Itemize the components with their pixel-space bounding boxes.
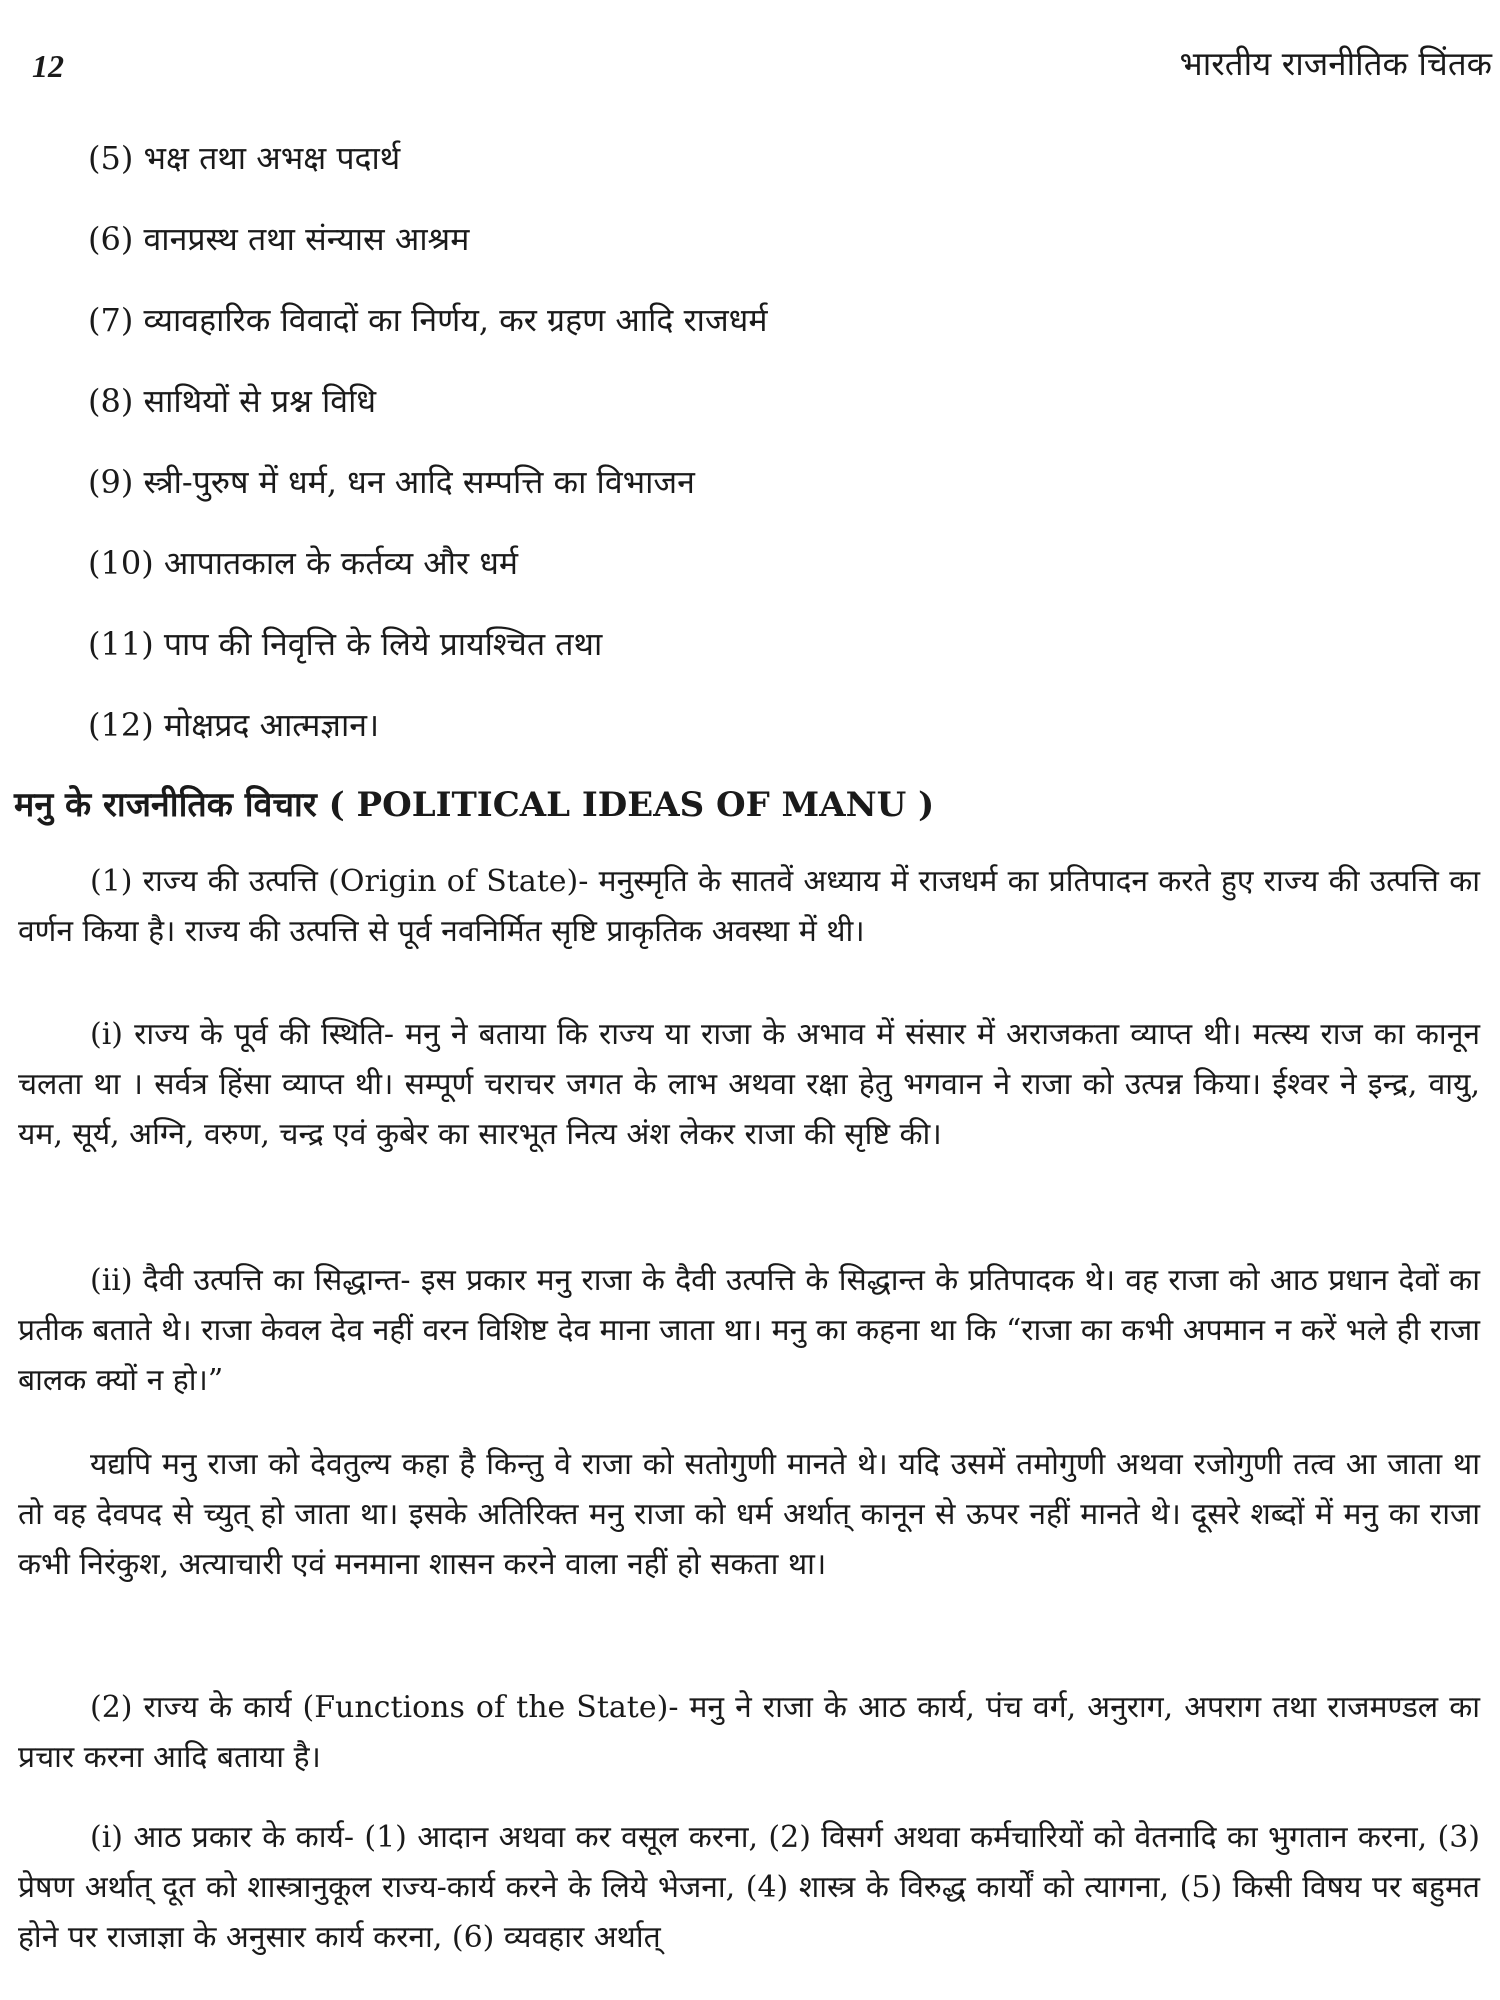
section-heading: मनु के राजनीतिक विचार ( POLITICAL IDEAS OF MANU ) <box>14 785 935 825</box>
list-item: (5) भक्ष तथा अभक्ष पदार्थ <box>88 139 401 177</box>
list-item: (12) मोक्षप्रद आत्मज्ञान। <box>88 706 380 744</box>
paragraph-king-qualities: यद्यपि मनु राजा को देवतुल्य कहा है किन्तु वे राजा को सतोगुणी मानते थे। यदि उसमें तमोगुणी अथवा रजोगुणी तत्व आ जाता था तो वह देवपद से च्युत् हो जाता था। इसके अतिरिक्त मनु राजा को धर्म अर्थात् कानून से ऊपर नहीं मानते थे। दूसरे शब्दों में मनु का राजा कभी निरंकुश, अत्याचारी एवं मनमाना शासन करने वाला नहीं हो सकता था। <box>18 1447 1480 1582</box>
list-item: (7) व्यावहारिक विवादों का निर्णय, कर ग्रहण आदि राजधर्म <box>88 301 768 339</box>
paragraph-origin-of-state: (1) राज्य की उत्पत्ति (Origin of State)- मनुस्मृति के सातवें अध्याय में राजधर्म का प्रतिपादन करते हुए राज्य की उत्पत्ति का वर्णन किया है। राज्य की उत्पत्ति से पूर्व नवनिर्मित सृष्टि प्राकृतिक अवस्था में थी। <box>18 864 1480 949</box>
list-item: (10) आपातकाल के कर्तव्य और धर्म <box>88 544 519 582</box>
list-item: (9) स्त्री-पुरुष में धर्म, धन आदि सम्पत्ति का विभाजन <box>88 463 695 501</box>
list-item: (6) वानप्रस्थ तथा संन्यास आश्रम <box>88 220 470 258</box>
paragraph-pre-state-condition: (i) राज्य के पूर्व की स्थिति- मनु ने बताया कि राज्य या राजा के अभाव में संसार में अराजकता व्याप्त थी। मत्स्य राज का कानून चलता था । सर्वत्र हिंसा व्याप्त थी। सम्पूर्ण चराचर जगत के लाभ अथवा रक्षा हेतु भगवान ने राजा को उत्पन्न किया। ईश्वर ने इन्द्र, वायु, यम, सूर्य, अग्नि, वरुण, चन्द्र एवं कुबेर का सारभूत नित्य अंश लेकर राजा की सृष्टि की। <box>18 1017 1480 1152</box>
list-item: (11) पाप की निवृत्ति के लिये प्रायश्चित तथा <box>88 625 603 663</box>
page-number: 12 <box>32 48 64 84</box>
running-header-title: भारतीय राजनीतिक चिंतक <box>1179 44 1492 83</box>
paragraph-functions-of-state: (2) राज्य के कार्य (Functions of the State)- मनु ने राजा के आठ कार्य, पंच वर्ग, अनुराग, अपराग तथा राजमण्डल का प्रचार करना आदि बताया है। <box>18 1690 1480 1775</box>
paragraph-divine-origin: (ii) दैवी उत्पत्ति का सिद्धान्त- इस प्रकार मनु राजा के दैवी उत्पत्ति के सिद्धान्त के प्रतिपादक थे। वह राजा को आठ प्रधान देवों का प्रतीक बताते थे। राजा केवल देव नहीं वरन विशिष्ट देव माना जाता था। मनु का कहना था कि “राजा का कभी अपमान न करें भले ही राजा बालक क्यों न हो।” <box>18 1263 1480 1398</box>
list-item: (8) साथियों से प्रश्न विधि <box>88 382 377 420</box>
paragraph-eight-functions: (i) आठ प्रकार के कार्य- (1) आदान अथवा कर वसूल करना, (2) विसर्ग अथवा कर्मचारियों को वेतनादि का भुगतान करना, (3) प्रेषण अर्थात् दूत को शास्त्रानुकूल राज्य-कार्य करने के लिये भेजना, (4) शास्त्र के विरुद्ध कार्यों को त्यागना, (5) किसी विषय पर बहुमत होने पर राजाज्ञा के अनुसार कार्य करना, (6) व्यवहार अर्थात् <box>18 1820 1481 1955</box>
